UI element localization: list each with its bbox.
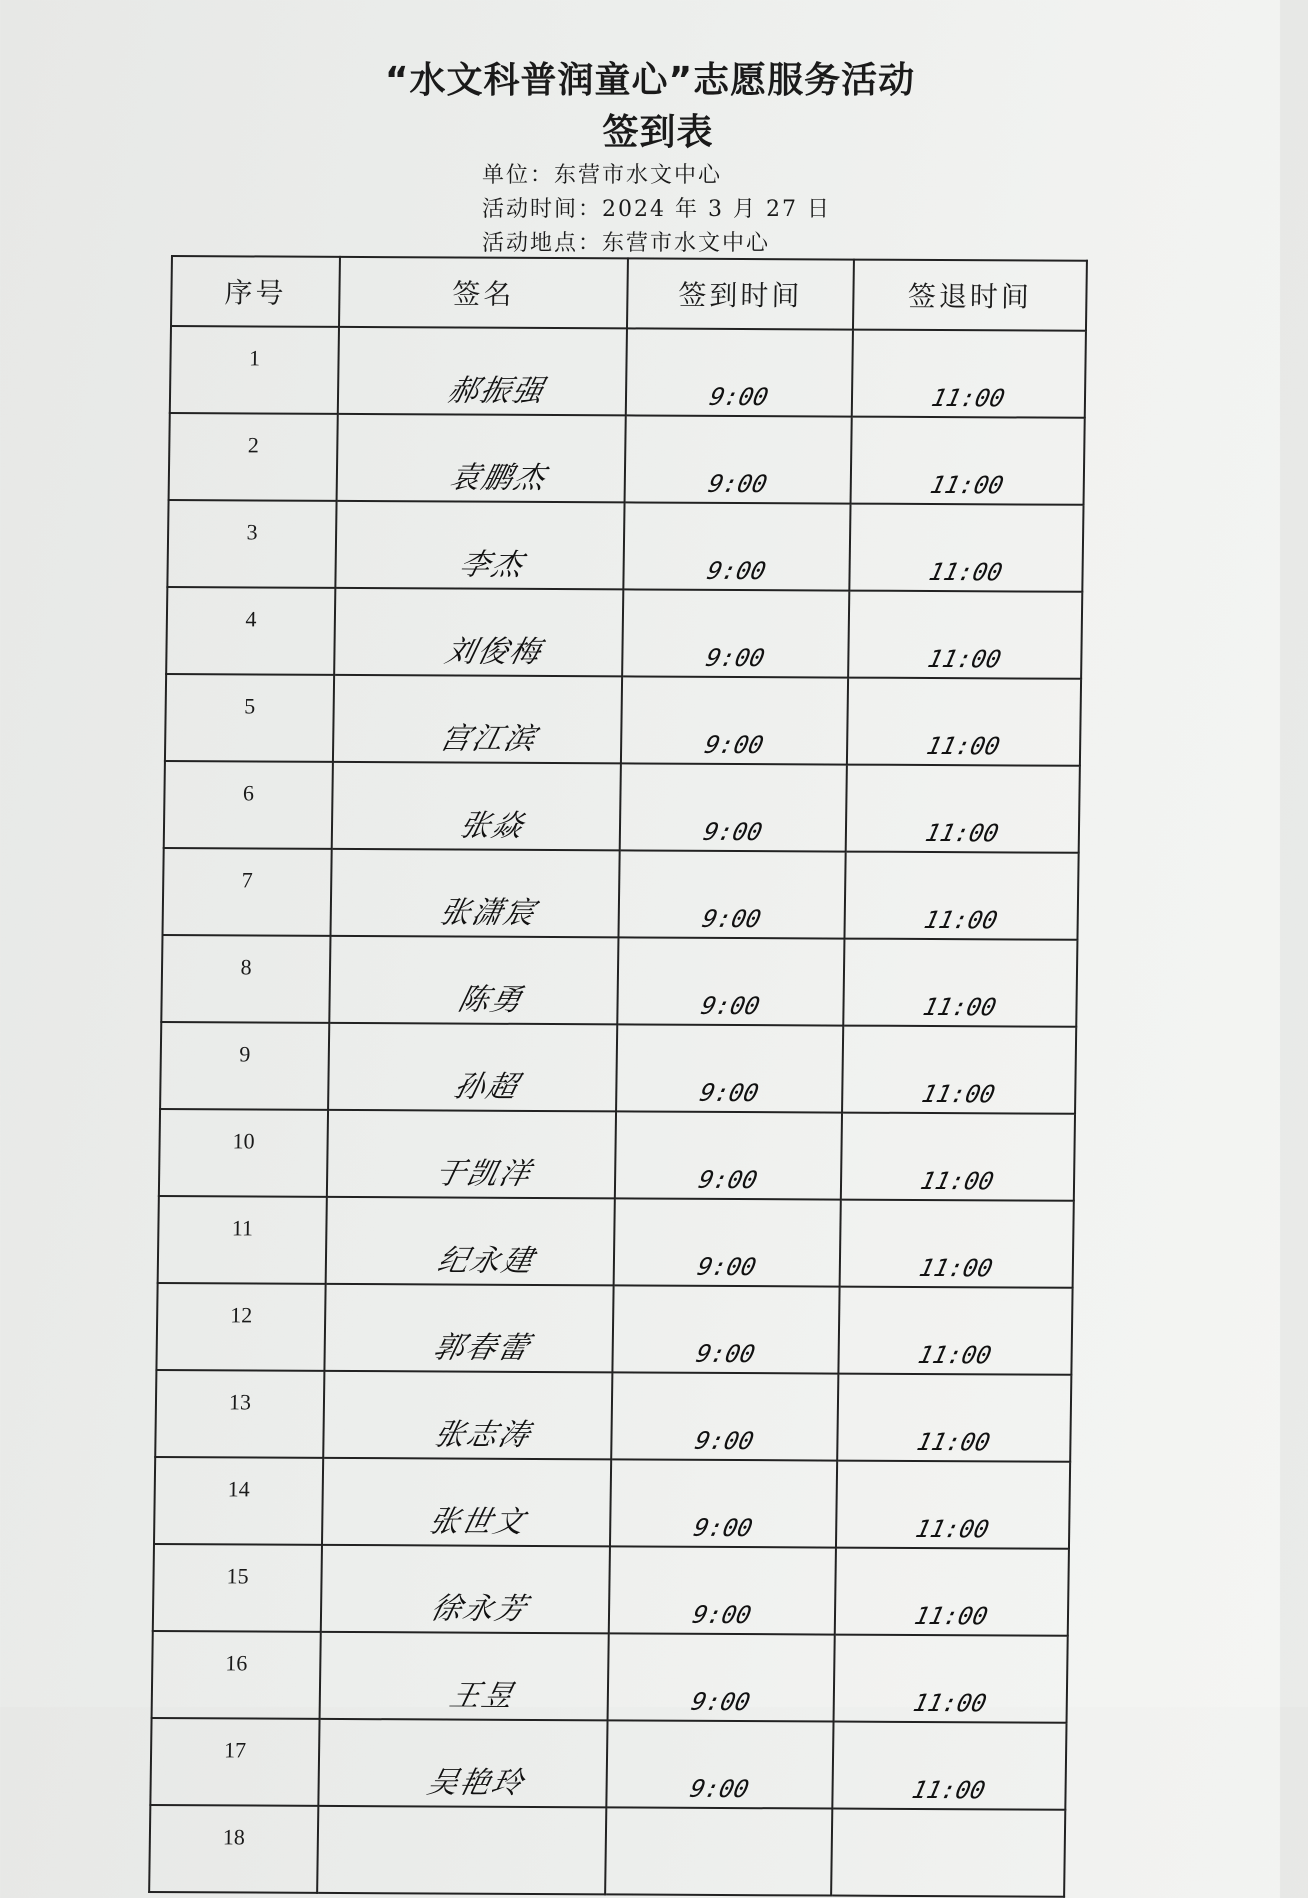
check-in-time-cell (625, 415, 852, 503)
row-number: 18 (149, 1805, 318, 1893)
handwritten-signature: 张潇宸 (436, 895, 541, 931)
table-header-row (171, 256, 1087, 331)
row-number: 16 (152, 1631, 321, 1719)
handwritten-check-out-time: 11:00 (929, 384, 1008, 413)
check-out-time-cell (837, 1374, 1071, 1462)
handwritten-check-in-time: 9:00 (704, 556, 769, 586)
signature-cell (327, 1110, 616, 1199)
handwritten-check-in-time: 9:00 (700, 817, 766, 847)
handwritten-signature: 张志涛 (430, 1417, 535, 1453)
check-in-time-cell (615, 1111, 842, 1199)
handwritten-check-out-time: 11:00 (915, 1340, 995, 1370)
signature-cell (338, 327, 627, 416)
signature-cell (332, 762, 621, 851)
check-in-time-cell (622, 589, 849, 677)
handwritten-check-in-time: 9:00 (699, 904, 764, 934)
header-number: 序号 (171, 256, 340, 327)
handwritten-signature: 吴艳玲 (423, 1765, 528, 1801)
table-row (156, 1283, 1072, 1375)
row-number: 8 (161, 935, 330, 1023)
handwritten-signature: 刘俊梅 (441, 634, 546, 670)
handwritten-signature: 郝振强 (444, 373, 549, 409)
table-row (169, 413, 1085, 505)
handwritten-check-out-time: 11:00 (920, 993, 1000, 1022)
check-in-time-cell (612, 1285, 839, 1373)
page-title: “水文科普润童心”志愿服务活动 (384, 60, 916, 101)
check-in-time-cell (606, 1720, 833, 1808)
meta-place (482, 226, 770, 257)
signature-cell (334, 588, 623, 677)
check-in-time-cell (614, 1198, 841, 1286)
check-out-time-cell (831, 1809, 1065, 1897)
row-number: 11 (158, 1196, 327, 1284)
check-in-time-cell (605, 1807, 832, 1895)
table-row (170, 326, 1086, 418)
handwritten-check-in-time: 9:00 (705, 469, 770, 499)
header-signature: 签名 (339, 257, 628, 329)
meta-time-value: 2024 年 3 月 27 日 (602, 197, 831, 222)
signature-cell (324, 1284, 613, 1373)
handwritten-signature: 袁鹏杰 (446, 460, 551, 496)
header-check-in-time: 签到时间 (627, 258, 854, 329)
check-out-time-cell (844, 852, 1078, 940)
handwritten-signature: 陈勇 (454, 982, 527, 1018)
table-row (165, 674, 1081, 766)
handwritten-check-in-time: 9:00 (698, 991, 763, 1021)
table-body (149, 326, 1086, 1897)
check-out-time-cell (838, 1287, 1072, 1375)
check-in-time-cell (617, 937, 844, 1025)
handwritten-check-out-time: 11:00 (914, 1427, 994, 1457)
handwritten-check-out-time: 11:00 (924, 732, 1003, 761)
handwritten-check-out-time: 11:00 (913, 1514, 993, 1544)
handwritten-signature: 张焱 (456, 808, 529, 844)
row-number: 14 (154, 1457, 323, 1545)
handwritten-check-in-time: 9:00 (696, 1165, 761, 1195)
table-row (150, 1718, 1066, 1810)
signature-cell (317, 1806, 606, 1895)
check-in-time-cell (623, 502, 850, 590)
handwritten-check-out-time: 11:00 (921, 906, 1001, 935)
check-in-time-cell (609, 1546, 836, 1634)
signature-cell (328, 1023, 617, 1112)
check-out-time-cell (840, 1200, 1074, 1288)
signature-cell (318, 1719, 607, 1808)
table-row (158, 1196, 1074, 1288)
table-row (164, 761, 1080, 853)
handwritten-check-in-time: 9:00 (694, 1252, 759, 1282)
check-out-time-cell (835, 1548, 1069, 1636)
check-in-time-cell (608, 1633, 835, 1721)
row-number: 3 (167, 500, 336, 588)
check-out-time-cell (834, 1635, 1068, 1723)
row-number: 7 (163, 848, 332, 936)
check-out-time-cell (852, 330, 1086, 418)
handwritten-check-out-time: 11:00 (910, 1688, 990, 1718)
signature-cell (329, 936, 618, 1025)
check-out-time-cell (832, 1722, 1066, 1810)
signature-cell (333, 675, 622, 764)
row-number: 6 (164, 761, 333, 849)
check-out-time-cell (843, 939, 1077, 1027)
row-number: 4 (166, 587, 335, 675)
row-number: 15 (153, 1544, 322, 1632)
check-in-time-cell (618, 850, 845, 938)
handwritten-signature: 宫江滨 (436, 721, 541, 757)
handwritten-check-out-time: 11:00 (909, 1775, 989, 1805)
meta-unit (482, 158, 722, 189)
handwritten-signature: 于凯洋 (431, 1156, 536, 1192)
check-out-time-cell (849, 504, 1083, 592)
handwritten-check-in-time: 9:00 (687, 1774, 752, 1804)
check-out-time-cell (836, 1461, 1070, 1549)
handwritten-check-out-time: 11:00 (923, 819, 1002, 848)
table-row (167, 500, 1083, 592)
meta-time-label: 活动时间： (482, 197, 603, 222)
check-out-time-cell (842, 1026, 1076, 1114)
signature-cell (335, 501, 624, 590)
handwritten-check-in-time: 9:00 (706, 382, 772, 412)
signature-cell (321, 1545, 610, 1634)
handwritten-check-in-time: 9:00 (692, 1426, 757, 1456)
handwritten-signature: 孙超 (450, 1069, 523, 1105)
table-row (163, 848, 1079, 940)
handwritten-check-out-time: 11:00 (926, 558, 1006, 587)
handwritten-check-in-time: 9:00 (689, 1600, 755, 1630)
handwritten-check-out-time: 11:00 (918, 1167, 997, 1196)
check-out-time-cell (846, 765, 1080, 853)
row-number: 12 (156, 1283, 325, 1371)
handwritten-signature: 王昱 (446, 1678, 519, 1714)
header-check-out-time: 签退时间 (853, 260, 1087, 331)
check-out-time-cell (848, 591, 1082, 679)
signature-cell (337, 414, 626, 503)
table-row (154, 1457, 1070, 1549)
handwritten-check-in-time: 9:00 (702, 730, 767, 760)
signature-cell (320, 1632, 609, 1721)
meta-unit-label: 单位： (482, 163, 555, 188)
row-number: 10 (159, 1109, 328, 1197)
row-number: 17 (150, 1718, 319, 1806)
check-in-time-cell (620, 763, 847, 851)
page-subtitle: 签到表 (602, 112, 714, 153)
table-row (149, 1805, 1065, 1897)
handwritten-check-out-time: 11:00 (925, 645, 1005, 674)
check-in-time-cell (621, 676, 848, 764)
handwritten-check-in-time: 9:00 (697, 1078, 762, 1108)
handwritten-signature: 张世文 (425, 1504, 530, 1540)
handwritten-check-in-time: 9:00 (691, 1513, 756, 1543)
handwritten-check-in-time: 9:00 (693, 1339, 758, 1369)
check-in-time-cell (611, 1372, 838, 1460)
meta-place-value: 东营市水文中心 (602, 231, 771, 256)
handwritten-check-in-time: 9:00 (703, 643, 768, 673)
handwritten-signature: 徐永芳 (427, 1591, 532, 1627)
attendance-table (148, 255, 1088, 1898)
table-row (159, 1109, 1075, 1201)
handwritten-signature: 纪永建 (434, 1243, 539, 1279)
check-out-time-cell (847, 678, 1081, 766)
table-row (161, 935, 1077, 1027)
attendance-table-wrapper (153, 255, 1086, 1850)
signature-cell (330, 849, 619, 938)
handwritten-signature: 李杰 (455, 547, 528, 583)
handwritten-signature: 郭春蕾 (430, 1330, 534, 1366)
row-number: 1 (170, 326, 339, 414)
meta-time (482, 192, 831, 223)
row-number: 5 (165, 674, 334, 762)
signature-cell (323, 1371, 612, 1460)
row-number: 9 (160, 1022, 329, 1110)
table-row (155, 1370, 1071, 1462)
check-in-time-cell (610, 1459, 837, 1547)
table-row (152, 1631, 1068, 1723)
check-out-time-cell (851, 417, 1085, 505)
check-in-time-cell (616, 1024, 843, 1112)
signature-cell (322, 1458, 611, 1547)
handwritten-check-out-time: 11:00 (919, 1080, 999, 1109)
table-row (160, 1022, 1076, 1114)
handwritten-check-out-time: 11:00 (928, 471, 1007, 500)
meta-unit-value: 东营市水文中心 (554, 163, 723, 188)
table-row (153, 1544, 1069, 1636)
row-number: 13 (155, 1370, 324, 1458)
check-out-time-cell (841, 1113, 1075, 1201)
signature-cell (326, 1197, 615, 1286)
handwritten-check-out-time: 11:00 (917, 1253, 996, 1283)
check-in-time-cell (626, 328, 853, 416)
table-row (166, 587, 1082, 679)
meta-place-label: 活动地点： (482, 231, 603, 256)
handwritten-check-out-time: 11:00 (912, 1601, 991, 1631)
row-number: 2 (169, 413, 338, 501)
handwritten-check-in-time: 9:00 (688, 1687, 753, 1717)
